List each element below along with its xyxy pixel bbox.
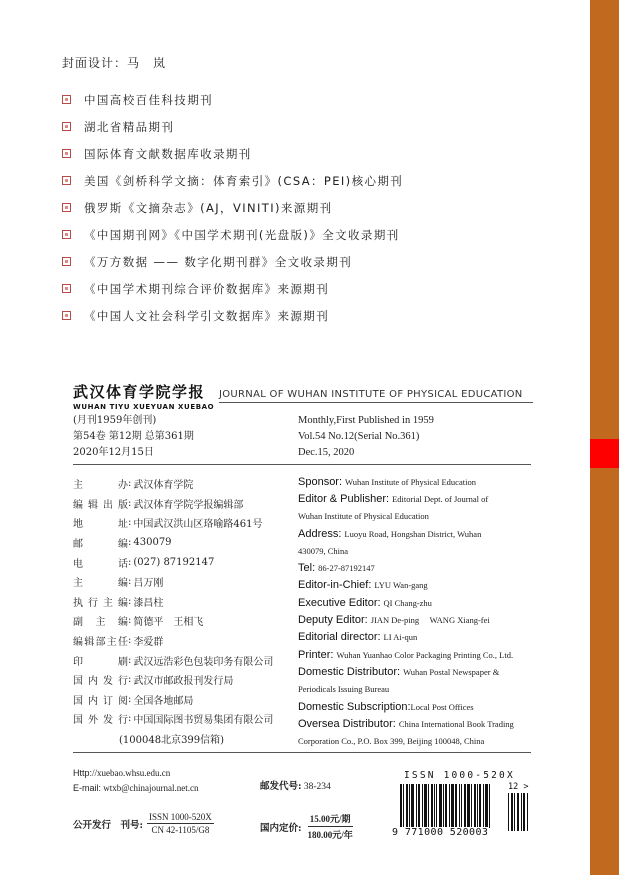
info-row: 副主编 : 简德平 王相飞 bbox=[73, 615, 204, 629]
info-row: 印刷 : 武汉远浩彩色包装印务有限公司 bbox=[73, 654, 274, 668]
info-row: 430079, China bbox=[298, 545, 349, 556]
info-row: 国内发行 : 武汉市邮政报刊发行局 bbox=[73, 674, 234, 688]
list-item: 中国高校百佳科技期刊 bbox=[62, 86, 403, 113]
info-row: Domestic Distributor : Wuhan Postal Newspaper & bbox=[298, 665, 500, 678]
info-row: Oversea Distributor : China International Book Trading bbox=[298, 717, 514, 730]
masthead-divider bbox=[219, 402, 533, 403]
info-row: Tel : 86-27-87192147 bbox=[298, 562, 375, 575]
info-row: 国内订阅 : 全国各地邮局 bbox=[73, 693, 194, 707]
serial-number-fraction: $\frac{\text{ISSN 1000-520X}}{CN 42-1105/G8}$ bbox=[149, 812, 212, 835]
info-row: 地址 : 中国武汉洪山区珞喻路461号 bbox=[73, 517, 263, 531]
website-link[interactable]: //xuebao.whsu.edu.cn bbox=[92, 768, 171, 778]
list-item: 湖北省精品期刊 bbox=[62, 113, 403, 140]
info-row: Deputy Editor : JIAN De-ping WANG Xiang-fei bbox=[298, 614, 490, 627]
section-divider bbox=[73, 752, 531, 753]
journal-masthead bbox=[73, 381, 533, 411]
square-bullet-icon bbox=[62, 203, 71, 212]
info-row: Address : Luoyu Road, Hongshan District, Wuhan bbox=[298, 527, 482, 540]
info-row: 执行主编 : 漆昌柱 bbox=[73, 595, 164, 609]
contact-info bbox=[73, 766, 199, 796]
issn-barcode: ISSN 1000-520X 12 > 9 771000 520003 bbox=[392, 770, 529, 838]
issue-info-cn: (月刊1959年创刊) 第54卷 第12期 总第361期 2020年12月15日 bbox=[73, 415, 194, 458]
info-row: 编辑部主任 : 李爱群 bbox=[73, 635, 164, 649]
square-bullet-icon bbox=[62, 311, 71, 320]
publication-info-cn bbox=[73, 474, 273, 748]
square-bullet-icon bbox=[62, 230, 71, 239]
addon-barcode-bars bbox=[508, 793, 530, 831]
info-row: Editor-in-Chief : LYU Wan-gang bbox=[298, 579, 428, 592]
issue-info-en: Monthly,First Published in 1959 Vol.54 No.12(Serial No.361) Dec.15, 2020 bbox=[298, 415, 434, 458]
square-bullet-icon bbox=[62, 257, 71, 266]
list-item: 《万方数据 —— 数字化期刊群》全文收录期刊 bbox=[62, 248, 403, 275]
price-fraction: $\frac{\text{15.00元/期}}{\text{180.00元/年}}$ bbox=[307, 814, 353, 840]
list-item: 国际体育文献数据库收录期刊 bbox=[62, 140, 403, 167]
square-bullet-icon bbox=[62, 284, 71, 293]
list-item: 《中国学术期刊综合评价数据库》来源期刊 bbox=[62, 275, 403, 302]
info-row: 主办 : 武汉体育学院 bbox=[73, 478, 194, 492]
publication-numbers: 公开发行 刊号: $\frac{\text{ISSN 1000-520X}}{CN 42-1105/G8}$ bbox=[73, 812, 212, 835]
info-row: Sponsor : Wuhan Institute of Physical Education bbox=[298, 475, 476, 488]
cover-design-credit: 封面设计：马 岚 bbox=[62, 56, 167, 70]
info-row: Periodicals Issuing Bureau bbox=[298, 684, 390, 695]
info-row: Corporation Co., P.O. Box 399, Beijing 100048, China bbox=[298, 736, 485, 747]
info-row: 编辑出版 : 武汉体育学院学报编辑部 bbox=[73, 497, 244, 511]
journal-title-en: JOURNAL OF WUHAN INSTITUTE OF PHYSICAL EDUCATION bbox=[219, 389, 523, 400]
list-item: 美国《剑桥科学文摘：体育索引》(CSA：PEI)核心期刊 bbox=[62, 167, 403, 194]
journal-title-cn: 武汉体育学院学报 bbox=[73, 383, 206, 401]
info-row: Wuhan Institute of Physical Education bbox=[298, 511, 429, 522]
info-row: 国外发行 : 中国国际图书贸易集团有限公司 bbox=[73, 713, 274, 727]
square-bullet-icon bbox=[62, 95, 71, 104]
info-row: 电话 : (027) 87192147 bbox=[73, 556, 215, 570]
info-row: Printer : Wuhan Yuanhao Color Packaging Printing Co., Ltd. bbox=[298, 648, 514, 661]
info-row: (100048北京399信箱) bbox=[119, 735, 225, 747]
info-row: 主编 : 吕万刚 bbox=[73, 576, 164, 590]
email-line: E-mail: wtxb@chinajournal.net.cn bbox=[73, 783, 199, 793]
domestic-price: 国内定价: $\frac{\text{15.00元/期}}{\text{180.00元/年}}$ bbox=[260, 814, 353, 840]
square-bullet-icon bbox=[62, 176, 71, 185]
postal-distribution-code: 邮发代号: 38-234 bbox=[260, 781, 331, 792]
list-item: 《中国人文社会科学引文数据库》来源期刊 bbox=[62, 302, 403, 329]
info-row: Domestic Subscription : Local Post Offices bbox=[298, 700, 474, 713]
info-row: Editor & Publisher : Editorial Dept. of Journal of bbox=[298, 492, 489, 505]
journal-title-pinyin: WUHAN TIYU XUEYUAN XUEBAO bbox=[73, 403, 215, 411]
section-divider bbox=[73, 464, 531, 465]
info-row: Editorial director : LI Ai-qun bbox=[298, 631, 418, 644]
barcode-bars bbox=[400, 784, 504, 828]
publication-info-en bbox=[298, 473, 514, 750]
indexing-list bbox=[62, 86, 403, 329]
side-color-bar bbox=[590, 0, 619, 875]
info-row: Executive Editor : QI Chang-zhu bbox=[298, 596, 432, 609]
list-item: 俄罗斯《文摘杂志》(AJ，VINITI)来源期刊 bbox=[62, 194, 403, 221]
website-line: Http://xuebao.whsu.edu.cn bbox=[73, 768, 171, 778]
square-bullet-icon bbox=[62, 122, 71, 131]
side-red-marker bbox=[590, 439, 619, 468]
list-item: 《中国期刊网》《中国学术期刊(光盘版)》全文收录期刊 bbox=[62, 221, 403, 248]
square-bullet-icon bbox=[62, 149, 71, 158]
info-row: 邮编 : 430079 bbox=[73, 537, 172, 551]
email-link[interactable]: wtxb@chinajournal.net.cn bbox=[101, 783, 199, 793]
